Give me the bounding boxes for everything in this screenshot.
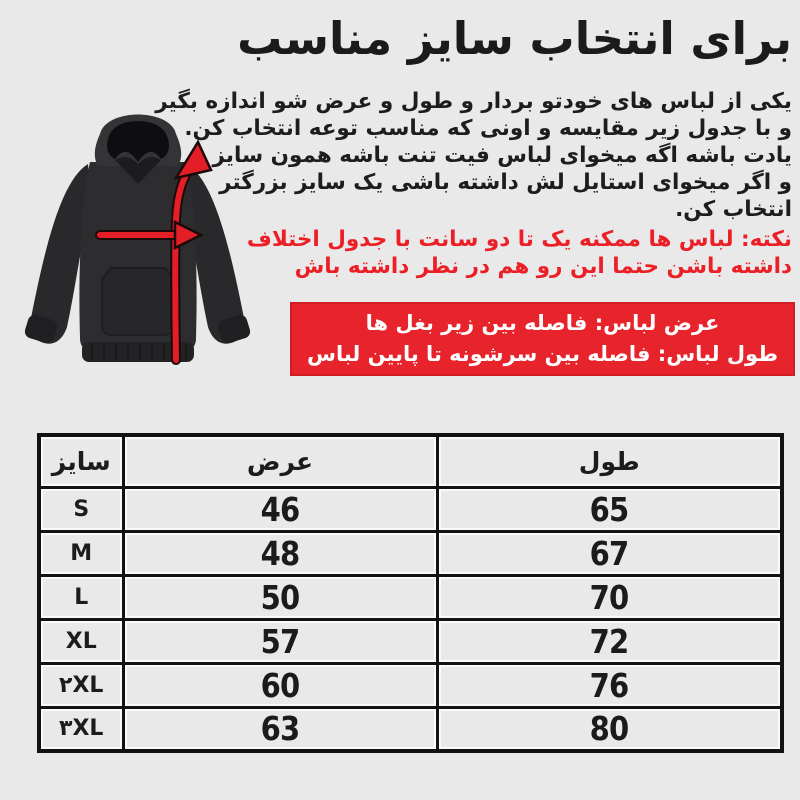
width-value: 50 — [260, 577, 300, 617]
intro-line-2: و با جدول زیر مقایسه و اونی که مناسب توعه انتخاب کن. — [184, 116, 792, 141]
note-line-1: نکته: لباس ها ممکنه یک تا دو سانت با جدول اختلاف — [246, 227, 792, 252]
intro-line-4: و اگر میخوای استایل لش داشته باشی یک سایز بزرگتر — [219, 170, 792, 195]
length-value: 72 — [589, 621, 629, 661]
hoodie-hood-opening — [107, 121, 169, 162]
size-label: XL — [39, 619, 123, 663]
header-size: سایز — [39, 435, 123, 487]
size-table-header-row — [39, 435, 782, 487]
width-value: 57 — [260, 621, 300, 661]
page-title: برای انتخاب سایز مناسب — [237, 12, 792, 65]
width-value: 63 — [260, 709, 300, 749]
size-label: L — [39, 575, 123, 619]
measurement-definitions-banner — [290, 302, 795, 376]
hoodie-illustration — [10, 100, 265, 372]
table-row-l — [39, 575, 782, 619]
note-line-2: داشته باشن حتما این رو هم در نظر داشته باش — [294, 254, 792, 279]
table-row-s — [39, 487, 782, 531]
intro-line-1: یکی از لباس های خودتو بردار و طول و عرض شو اندازه بگیر — [155, 89, 792, 114]
width-value: 46 — [260, 489, 300, 529]
intro-line-5: انتخاب کن. — [675, 197, 792, 222]
table-row-m — [39, 531, 782, 575]
header-width: عرض — [123, 435, 437, 487]
hoodie-pocket — [102, 268, 174, 335]
size-label: M — [39, 531, 123, 575]
length-value: 70 — [589, 577, 629, 617]
length-value: 80 — [589, 709, 629, 749]
size-label: ۳XL — [39, 707, 123, 751]
size-label: S — [39, 487, 123, 531]
tolerance-note — [247, 226, 792, 280]
intro-line-3: یادت باشه اگه میخوای لباس فیت تنت باشه همون سایز — [212, 143, 792, 168]
hoodie-photo — [10, 100, 265, 372]
length-definition: طول لباس: فاصله بین سرشونه تا پایین لباس — [306, 342, 779, 366]
length-value: 76 — [589, 665, 629, 705]
size-table — [37, 433, 784, 753]
table-row-2xl — [39, 663, 782, 707]
width-definition: عرض لباس: فاصله بین زیر بغل ها — [365, 311, 720, 335]
width-value: 60 — [260, 665, 300, 705]
table-row-3xl — [39, 707, 782, 751]
length-value: 65 — [589, 489, 629, 529]
table-row-xl — [39, 619, 782, 663]
width-value: 48 — [260, 533, 300, 573]
length-arrowhead-icon — [176, 142, 211, 178]
header-length: طول — [437, 435, 782, 487]
size-label: ۲XL — [39, 663, 123, 707]
length-value: 67 — [589, 533, 629, 573]
